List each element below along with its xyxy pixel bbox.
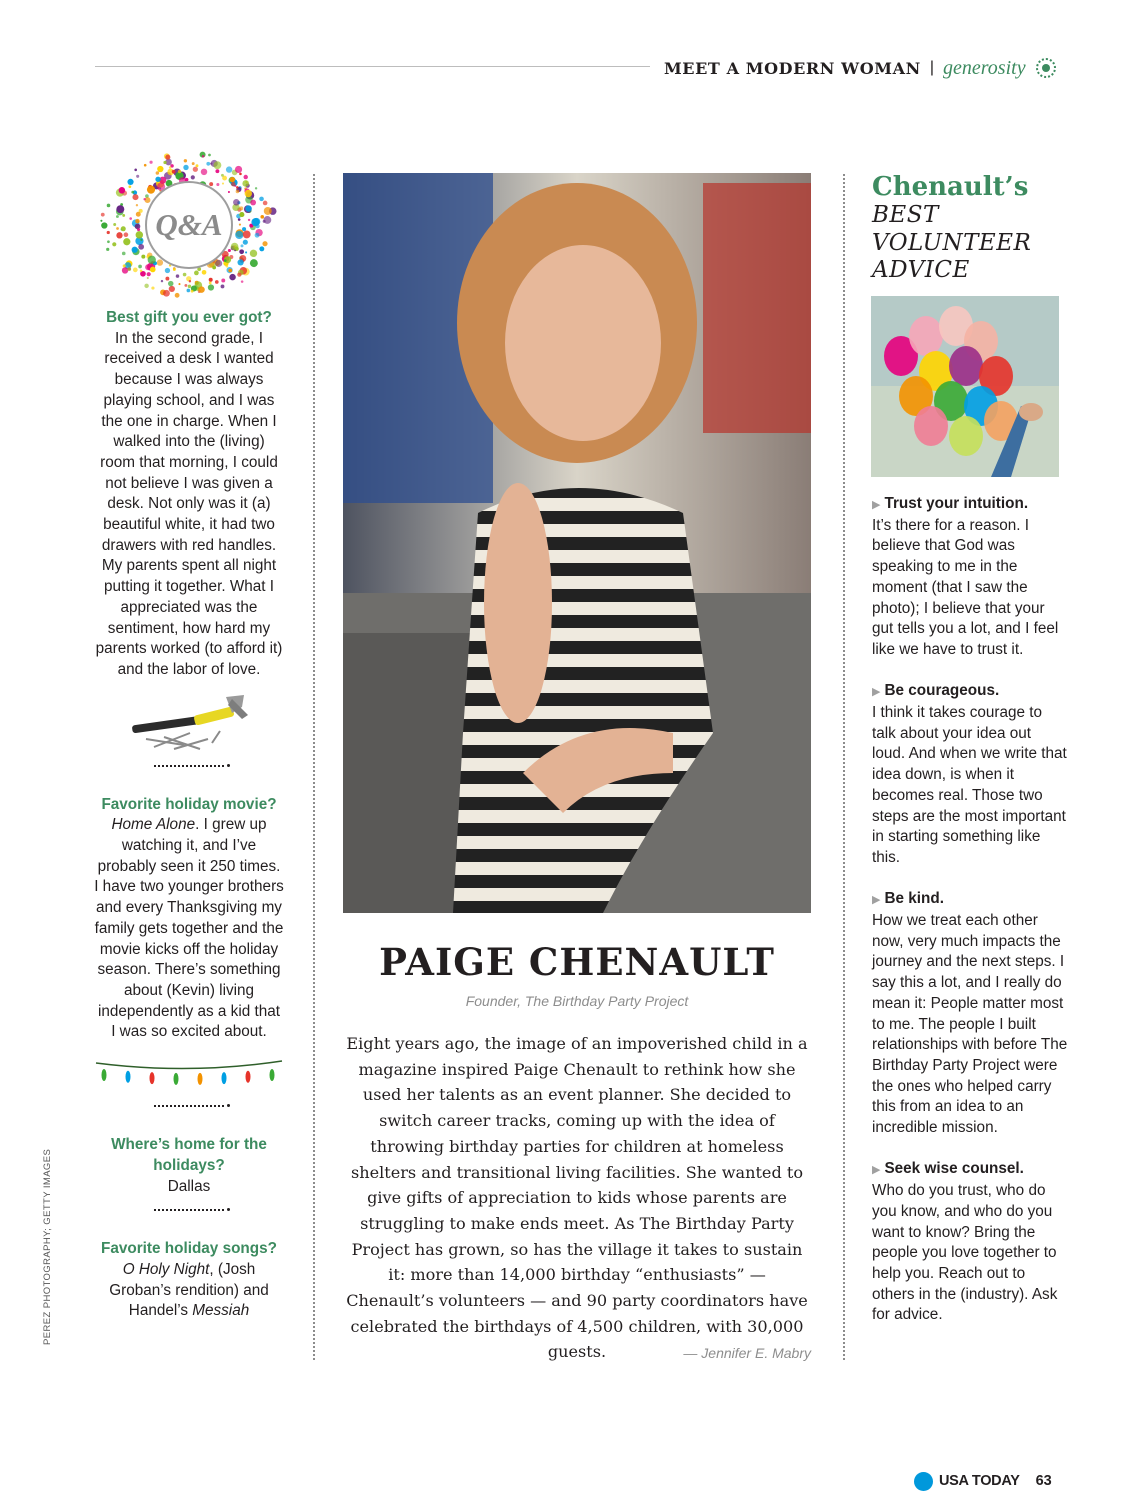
hammer-nails-icon <box>124 691 254 753</box>
tip-text: It’s there for a reason. I believe that God was speaking to me in the moment (that I saw the photo); I believe that your gut tells you a lot, and I feel like we have to trust it. <box>872 516 1059 658</box>
tip-title: ▶ Be courageous. <box>872 682 1000 700</box>
advice-heading-name: Chenault’s <box>872 172 1029 202</box>
qa-question: Where’s home for the holidays? <box>111 1136 267 1174</box>
triangle-bullet-icon: ▶ <box>872 499 881 511</box>
category-label: generosity <box>943 56 1026 79</box>
tip-title: ▶ Be kind. <box>872 890 944 908</box>
column-rule-left <box>313 174 315 1360</box>
profile-name: PAIGE CHENAULT <box>379 940 775 984</box>
triangle-bullet-icon: ▶ <box>872 686 881 699</box>
song-title: O Holy Night <box>122 1260 210 1278</box>
qa-item <box>94 1135 284 1197</box>
balloons-photo <box>871 296 1059 477</box>
section-divider <box>154 759 224 767</box>
profile-body: Eight years ago, the image of an impoverished child in a magazine inspired Paige Chenault to rethink how she used her talents as an event planner. She decided to switch career tracks, coming up with the idea of throwing birthday parties for children at homeless shelters and transitional living facilities. She wanted to give gifts of appreciation to kids whose parents are struggling to make ends meet. As The Birthday Party Project has grown, so has the village it takes to sustain it: more than 14,000 birthday “enthusiasts” — Chenault’s volunteers — and 90 party coordinators have celebrated the birthdays of 4,500 children, with 30,000 guests. <box>346 1034 808 1362</box>
header-rule <box>95 66 650 67</box>
qa-column <box>94 150 284 1322</box>
brand-name: USA TODAY <box>939 1473 1020 1489</box>
triangle-bullet-icon: ▶ <box>872 894 881 907</box>
profile-title: Founder, The Birthday Party Project <box>465 993 689 1009</box>
tip-text: How we treat each other now, very much impacts the journey and the next steps. I say this a lot, and I really do mean it: People matter most to me. The people I built relationships with before The Birthday Party Project were the ones who helped carry this from an idea to an incredible mission. <box>872 912 1068 1137</box>
section-header <box>664 56 1056 80</box>
qa-item <box>94 1239 284 1322</box>
portrait-image <box>343 173 811 913</box>
advice-tip <box>872 1159 1068 1326</box>
tip-text: I think it takes courage to talk about your idea out loud. And when we write that idea down, is when it becomes real. Those two steps are the most important in starting something like this. <box>872 704 1067 866</box>
page-number: 63 <box>1035 1473 1052 1489</box>
qa-badge <box>94 150 284 300</box>
song-title: Messiah <box>192 1302 250 1320</box>
qa-badge-label: Q&A <box>145 181 233 269</box>
qa-answer <box>94 1260 284 1322</box>
qa-item <box>94 795 284 1043</box>
advice-heading: BEST VOLUNTEER ADVICE <box>872 202 1032 283</box>
qa-question: Best gift you ever got? <box>106 309 272 326</box>
advice-tip <box>872 494 1068 661</box>
qa-question: Favorite holiday movie? <box>101 795 277 813</box>
qa-answer: In the second grade, I received a desk I wanted because I was always playing school, and I was the one in charge. When I walked into the (living) room that morning, I could not believe I was given a desk. Not only was it (a) beautiful white, it had two drawers with red handles. My parents spent all night putting it together. What I appreciated was the sentiment, how hard my parents worked (to afford it) and the labor of love. <box>95 329 283 678</box>
qa-answer-text: . I grew up watching it, and I’ve probably seen it 250 times. I have two younger brothers and every Thanksgiving my family gets together and the movie kicks off the holiday season. There’s something about (Kevin) living independently as a kid that I was so excited about. <box>94 816 284 1041</box>
triangle-bullet-icon: ▶ <box>872 1164 881 1177</box>
qa-item <box>94 308 284 681</box>
qa-answer-text: , (Josh Groban’s rendition) and Handel’s <box>109 1260 269 1320</box>
column-rule-right <box>843 174 845 1360</box>
section-divider <box>154 1203 224 1211</box>
photo-credit: PEREZ PHOTOGRAPHY; GETTY IMAGES <box>42 1148 53 1345</box>
page-footer <box>914 1471 1052 1491</box>
tip-title: ▶ Seek wise counsel. <box>872 1160 1024 1178</box>
header-separator: | <box>929 59 934 76</box>
advice-tips <box>872 494 1068 1347</box>
string-lights-icon <box>94 1053 284 1093</box>
advice-tip <box>872 681 1068 868</box>
portrait-photo <box>343 173 811 913</box>
section-title: MEET A MODERN WOMAN <box>664 58 921 78</box>
advice-tip <box>872 889 1068 1138</box>
tip-title: ▶ Trust your intuition. <box>872 495 1029 512</box>
sun-dot-icon <box>1036 58 1056 78</box>
section-divider <box>154 1099 224 1107</box>
qa-answer <box>94 815 284 1043</box>
tip-text: Who do you trust, who do you know, and who do you want to know? Bring the people you love together to help you. Reach out to others in the (industry). Ask for advice. <box>872 1182 1058 1324</box>
movie-title: Home Alone <box>111 816 196 834</box>
qa-answer: Dallas <box>167 1177 211 1195</box>
qa-question: Favorite holiday songs? <box>101 1240 277 1258</box>
byline: — Jennifer E. Mabry <box>683 1345 811 1361</box>
balloons-image <box>871 296 1059 477</box>
usa-today-logo-icon <box>914 1472 933 1491</box>
